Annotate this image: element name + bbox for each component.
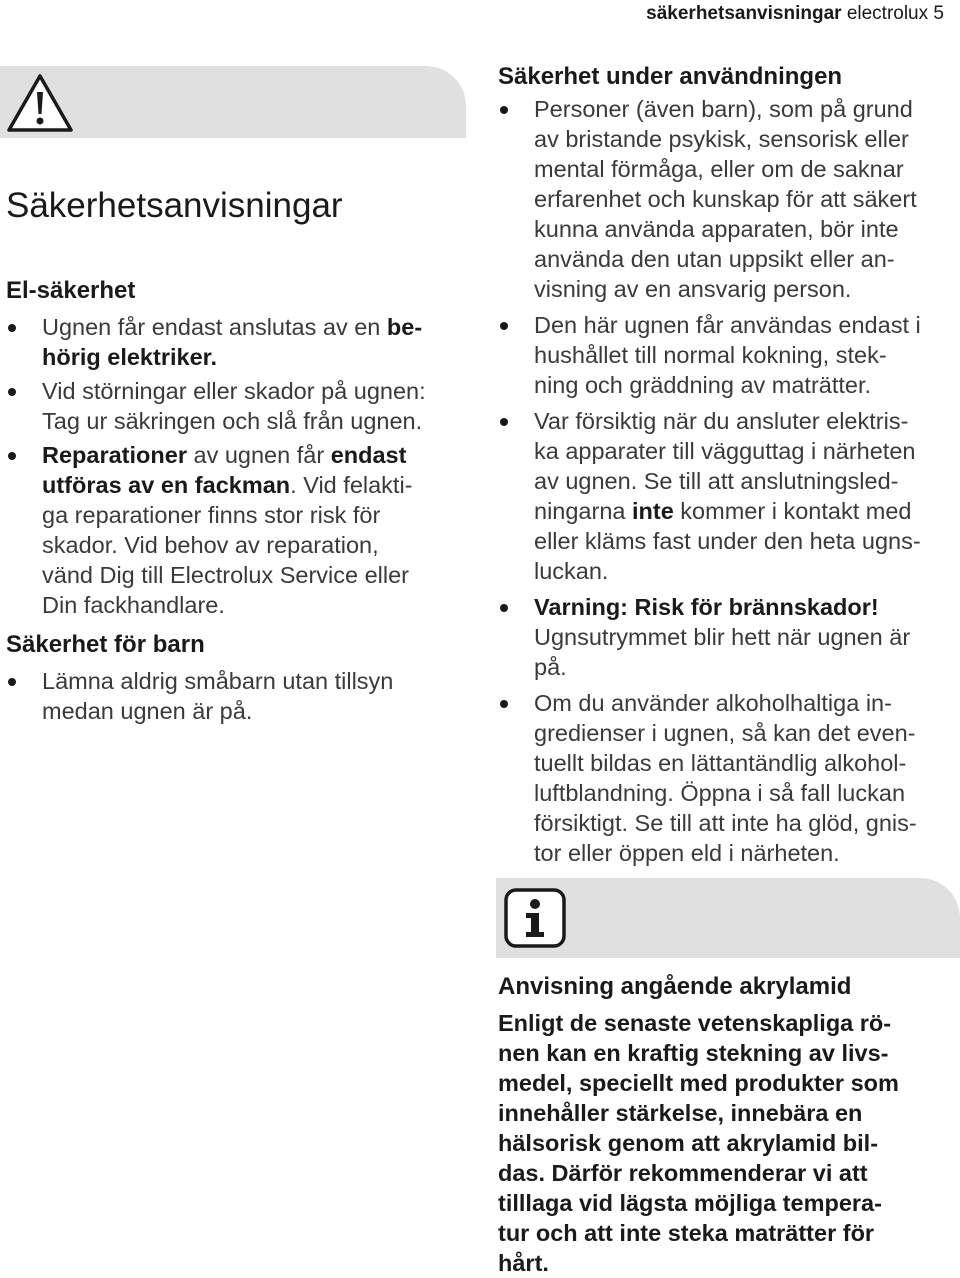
text: av bristande psykisk, sensorisk eller <box>534 126 909 152</box>
text: gredienser i ugnen, så kan det even- <box>534 720 916 746</box>
text: tuellt bildas en lättantändlig alkohol- <box>534 750 907 776</box>
text: använda den utan uppsikt eller an- <box>534 246 895 272</box>
el-safety-heading: El-säkerhet <box>6 277 136 304</box>
list-item <box>6 440 476 620</box>
text: ningarna <box>534 498 632 524</box>
text: ning och gräddning av maträtter. <box>534 372 872 398</box>
text: hälsorisk genom att akrylamid bil- <box>498 1130 879 1156</box>
text: på. <box>534 654 567 680</box>
text: tilllaga vid lägsta möjliga tempera- <box>498 1190 882 1216</box>
list-item <box>498 406 960 586</box>
text: Personer (även barn), som på grund <box>534 96 913 122</box>
text: mental förmåga, eller om de saknar <box>534 156 904 182</box>
text: kunna använda apparaten, bör inte <box>534 216 899 242</box>
list-item <box>498 310 960 400</box>
text: Tag ur säkringen och slå från ugnen. <box>42 408 423 434</box>
page-title: Säkerhetsanvisningar <box>6 186 343 225</box>
text-bold: Reparationer <box>42 442 187 468</box>
text: hushållet till normal kokning, stek- <box>534 342 887 368</box>
text: hårt. <box>498 1250 549 1276</box>
text-bold: endast <box>330 442 407 468</box>
list-item <box>6 666 476 726</box>
warning-triangle-icon <box>6 72 74 139</box>
text: Den här ugnen får användas endast i <box>534 312 921 338</box>
child-safety-heading: Säkerhet för barn <box>6 631 205 658</box>
text: ga reparationer finns stor risk för <box>42 502 381 528</box>
list-item <box>6 312 476 372</box>
text: luckan. <box>534 558 609 584</box>
text: Ugnen får endast anslutas av en <box>42 314 387 340</box>
text-bold: be- <box>386 314 423 340</box>
text-bold: Varning: Risk för brännskador! <box>534 594 879 620</box>
text-bold: hörig elektriker. <box>42 344 218 370</box>
text: Enligt de senaste vetenskapliga rö- <box>498 1010 892 1036</box>
text: Ugnsutrymmet blir hett när ugnen är <box>534 624 911 650</box>
text: erfarenhet och kunskap för att säkert <box>534 186 917 212</box>
acrylamide-section <box>498 972 960 1278</box>
text: medan ugnen är på. <box>42 698 253 724</box>
text: av ugnen. Se till att anslutningsled- <box>534 468 899 494</box>
text-bold: utföras av en fackman <box>42 472 291 498</box>
page-number: 5 <box>933 3 944 24</box>
header-section: säkerhetsanvisningar <box>646 3 842 24</box>
list-item <box>498 688 960 868</box>
text: Vid störningar eller skador på ugnen: <box>42 378 426 404</box>
list-item <box>6 376 476 436</box>
info-icon <box>504 888 566 953</box>
text: vänd Dig till Electrolux Service eller <box>42 562 410 588</box>
text: das. Därför rekommenderar vi att <box>498 1160 868 1186</box>
usage-safety-heading: Säkerhet under användningen <box>498 63 843 90</box>
header-brand: electrolux <box>846 3 929 24</box>
text: Om du använder alkoholhaltiga in- <box>534 690 892 716</box>
text: Din fackhandlare. <box>42 592 225 618</box>
text-bold: inte <box>632 498 674 524</box>
text: tor eller öppen eld i närheten. <box>534 840 840 866</box>
text: luftblandning. Öppna i så fall luckan <box>534 780 906 806</box>
text: medel, speciellt med produkter som <box>498 1070 899 1096</box>
text: Lämna aldrig småbarn utan tillsyn <box>42 668 394 694</box>
list-item <box>498 94 960 304</box>
text: Var försiktig när du ansluter elektris- <box>534 408 909 434</box>
text: visning av en ansvarig person. <box>534 276 852 302</box>
text: innehåller stärkelse, innebära en <box>498 1100 863 1126</box>
running-header <box>646 3 944 25</box>
list-item <box>498 592 960 682</box>
text: försiktigt. Se till att inte ha glöd, gnis- <box>534 810 917 836</box>
text: . Vid felakti- <box>290 472 413 498</box>
text: tur och att inte steka maträtter för <box>498 1220 875 1246</box>
text: skador. Vid behov av reparation, <box>42 532 379 558</box>
usage-safety-section <box>498 62 960 868</box>
text: nen kan en kraftig stekning av livs- <box>498 1040 889 1066</box>
el-safety-section <box>6 276 476 726</box>
acrylamide-heading: Anvisning angående akrylamid <box>498 973 852 1000</box>
acrylamide-body <box>498 1008 960 1278</box>
text: kommer i kontakt med <box>673 498 912 524</box>
text: eller kläms fast under den heta ugns- <box>534 528 921 554</box>
text: av ugnen får <box>186 442 331 468</box>
text: ka apparater till vägguttag i närheten <box>534 438 916 464</box>
